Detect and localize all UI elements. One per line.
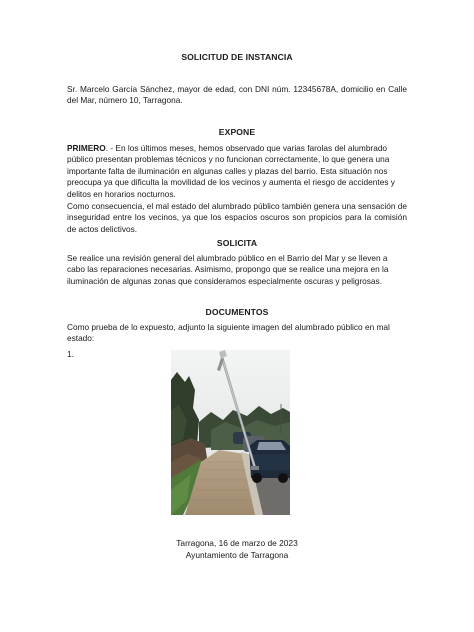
documentos-heading: DOCUMENTOS <box>205 307 269 317</box>
footer-date: Tarragona, 16 de marzo de 2023 <box>176 538 298 548</box>
primero-paragraph <box>67 143 407 200</box>
documentos-paragraph: Como prueba de lo expuesto, adjunto la siguiente imagen del alumbrado público en mal estado: <box>67 322 390 344</box>
consecuencia-paragraph: Como consecuencia, el mal estado del alumbrado público también genera una sensación de inseguridad entre los vecinos, ya que los espacios oscuros son propicios para la comisión de actos delictivos. <box>67 201 407 234</box>
primero-text: . - En los últimos meses, hemos observado que varias farolas del alumbrado público presentan problemas técnicos y no funcionan correctamente, lo que genera una importante falta de iluminación en algunas calles y plazas del barrio. Esta situación nos preocupa ya que dificulta la movilidad de los vecinos y aumenta el riesgo de accidentes y delitos en horarios nocturnos. <box>67 143 395 199</box>
list-marker: 1. <box>67 349 74 359</box>
document-title: SOLICITUD DE INSTANCIA <box>181 52 293 62</box>
solicita-paragraph: Se realice una revisión general del alumbrado público en el Barrio del Mar y se lleven a cabo las reparaciones necesarias. Asimismo, propongo que se realice una mejora en la iluminación de algunas zonas que consideramos especialmente oscuras y peligrosas. <box>67 253 389 286</box>
solicita-heading: SOLICITA <box>216 238 258 248</box>
expone-heading: EXPONE <box>218 127 256 137</box>
streetlight-photo <box>171 350 290 515</box>
primero-label: PRIMERO <box>67 143 106 153</box>
intro-paragraph: Sr. Marcelo García Sánchez, mayor de edad, con DNI núm. 12345678A, domicilio en Calle del Mar, número 10, Tarragona. <box>67 84 407 106</box>
footer-organization: Ayuntamiento de Tarragona <box>185 550 289 560</box>
